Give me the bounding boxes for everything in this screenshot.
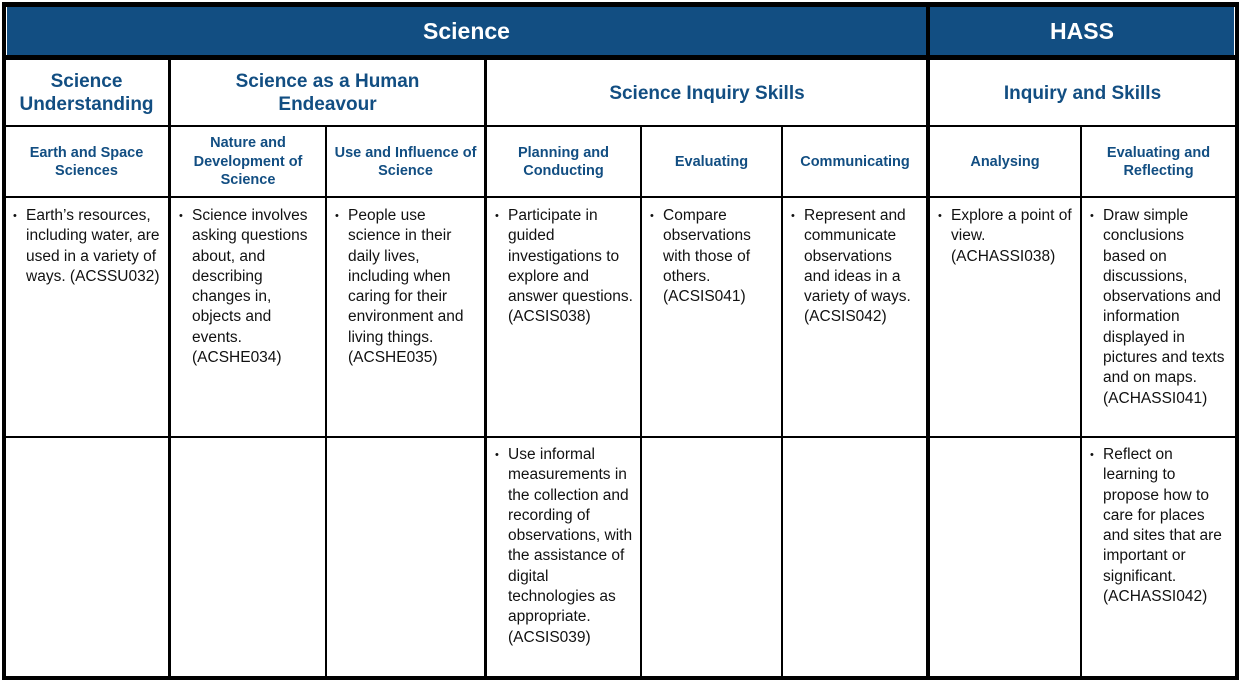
cell-evaluating-reflecting-2 [1082, 438, 1235, 676]
rule-under-title [2, 55, 1238, 60]
cell-nature-development-1 [171, 199, 325, 436]
area-hass-inquiry [930, 61, 1235, 125]
hass-header-label: HASS [1050, 17, 1114, 44]
list-item: • Represent and communicate observations and ideas in a variety of ways. (ACSIS042) [789, 206, 921, 328]
area-human-endeavour [171, 61, 484, 125]
strand-evaluating-reflecting-label: Evaluating and Reflecting [1106, 144, 1211, 179]
cell-analysing-1 [930, 199, 1080, 436]
rule-col-7 [1080, 126, 1082, 678]
strand-nature-development [171, 128, 325, 196]
strand-nature-development-label: Nature and Development of Science [193, 135, 303, 189]
cell-evaluating-1 [642, 199, 781, 436]
strand-use-influence [327, 128, 484, 196]
list-item: • Earth’s resources, including water, are used in a variety of ways. (ACSSU032) [11, 206, 162, 287]
strand-planning-label: Planning and Conducting [517, 144, 610, 179]
strand-analysing-label: Analysing [970, 153, 1040, 170]
strand-evaluating-label: Evaluating [674, 153, 749, 170]
cell-earth-space-1 [5, 199, 168, 436]
list-item: • Science involves asking questions about, and describing changes in, objects and events. (ACSHE034) [177, 206, 319, 368]
list-item: • Compare observations with those of others. (ACSIS041) [648, 206, 775, 307]
cell-evaluating-reflecting-1 [1082, 199, 1235, 436]
rule-col-2 [325, 126, 327, 678]
rule-between-rows [2, 436, 1238, 438]
cell-communicating-1 [783, 199, 927, 436]
list-item: • Use informal measurements in the collection and recording of observations, with the assistance of digital technologies as appropriate. (ACSIS039) [493, 445, 634, 648]
list-item: • Participate in guided investigations to explore and answer questions. (ACSIS038) [493, 206, 634, 328]
cell-planning-2 [487, 438, 640, 676]
strand-evaluating-reflecting [1082, 128, 1235, 196]
rule-col-5 [781, 126, 783, 678]
area-human-endeavour-label: Science as a Human Endeavour [235, 71, 420, 115]
strand-use-influence-label: Use and Influence of Science [334, 144, 477, 179]
table-border-right [1235, 2, 1239, 680]
table-border-bottom [2, 676, 1238, 680]
cell-planning-1 [487, 199, 640, 436]
strand-earth-space [5, 128, 168, 196]
strand-communicating-label: Communicating [800, 153, 910, 170]
list-item: • People use science in their daily lives, including when caring for their environment and living things. (ACSHE035) [333, 206, 478, 368]
rule-col-4 [640, 126, 642, 678]
rule-col-1 [168, 58, 171, 678]
table-border-left [2, 2, 6, 680]
rule-col-6 [926, 2, 930, 680]
rule-under-strands [2, 196, 1238, 198]
strand-analysing [930, 128, 1080, 196]
rule-col-3 [484, 58, 487, 678]
strand-communicating [783, 128, 927, 196]
area-inquiry-skills-label: Science Inquiry Skills [609, 82, 805, 104]
strand-planning [487, 128, 640, 196]
area-hass-inquiry-label: Inquiry and Skills [1003, 82, 1162, 104]
area-science-understanding [5, 61, 168, 125]
cell-use-influence-1 [327, 199, 484, 436]
science-header-label: Science [423, 17, 510, 44]
strand-evaluating [642, 128, 781, 196]
area-science-understanding-label: Science Understanding [19, 71, 154, 115]
hass-header [930, 7, 1234, 55]
list-item: • Explore a point of view. (ACHASSI038) [936, 206, 1074, 267]
rule-under-areas [2, 125, 1238, 127]
science-header [7, 7, 926, 55]
list-item: • Draw simple conclusions based on discussions, observations and information displayed in pictures and texts and on maps. (ACHASSI041) [1088, 206, 1229, 409]
strand-earth-space-label: Earth and Space Sciences [29, 144, 144, 179]
area-inquiry-skills [487, 61, 927, 125]
table-border-top [2, 2, 1238, 7]
list-item: • Reflect on learning to propose how to care for places and sites that are important or significant. (ACHASSI042) [1088, 445, 1229, 607]
